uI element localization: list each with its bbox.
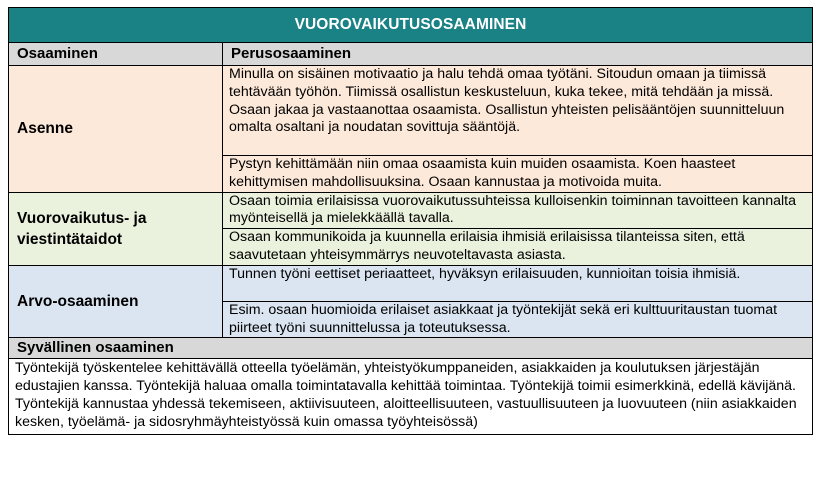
section-item: Minulla on sisäinen motivaatio ja halu tehdä omaa työtäni. Sitoudun omaan ja tiimissä tehtävään työhön. Tiimissä osallistun keskusteluun, kuka tekee, mitä tehdään ja missä. Osaan jakaa ja vastaanottaa osaamista. Osallistun yhteisten pelisääntöjen suunnitteluun omalta osaltani ja noudatan sovittuja sääntöjä. [223,66,813,156]
column-header-osaaminen: Osaaminen [9,43,223,66]
table-row [9,66,813,156]
header-row [9,43,813,66]
section-item: Pystyn kehittämään niin omaa osaamista kuin muiden osaamista. Koen haasteet kehittymisen mahdollisuuksina. Osaan kannustaa ja motivoida muita. [223,156,813,193]
section-item: Tunnen työni eettiset periaatteet, hyväksyn erilaisuuden, kunnioitan toisia ihmisiä. [223,265,813,301]
competence-table [8,7,813,435]
section-label-vuorovaikutus: Vuorovaikutus- ja viestintätaidot [9,192,223,265]
section-label-arvo: Arvo-osaaminen [9,265,223,338]
section-item: Esim. osaan huomioida erilaiset asiakkaat ja työntekijät sekä eri kulttuuritaustan tuomat piirteet työni suunnittelussa ja toteutuksessa. [223,301,813,338]
table-row [9,265,813,301]
competence-table-wrapper [8,7,812,435]
section-item: Osaan kommunikoida ja kuunnella erilaisia ihmisiä erilaisissa tilanteissa siten, että saavutetaan yhteisymmärrys neuvoteltavasta asiasta. [223,229,813,266]
column-header-perusosaaminen: Perusosaaminen [223,43,813,66]
section-label-asenne: Asenne [9,66,223,193]
deep-header-row [9,338,813,359]
deep-text-row [9,359,813,434]
section-item: Osaan toimia erilaisissa vuorovaikutussuhteissa kulloisenkin toiminnan tavoitteen kannalta myönteisellä ja mielekkäällä tavalla. [223,192,813,229]
deep-text: Työntekijä työskentelee kehittävällä otteella työelämän, yhteistyökumppaneiden, asiakkaiden ja koulutuksen järjestäjän edustajien kanssa. Työntekijä haluaa omalla toimintatavalla kehittää toimintaa. Työntekijä toimii esimerkkinä, edellä kävijänä. Työntekijä kannustaa yhdessä tekemiseen, aktiivisuuteen, aloitteellisuuteen, vastuullisuuteen ja luovuuteen (niin asiakkaiden kesken, työelämä- ja sidosryhmäyhteistyössä kuin omassa työyhteisössä) [9,359,813,434]
table-title: VUOROVAIKUTUSOSAAMINEN [9,8,813,43]
deep-heading: Syvällinen osaaminen [9,338,813,359]
table-row [9,192,813,229]
title-row [9,8,813,43]
